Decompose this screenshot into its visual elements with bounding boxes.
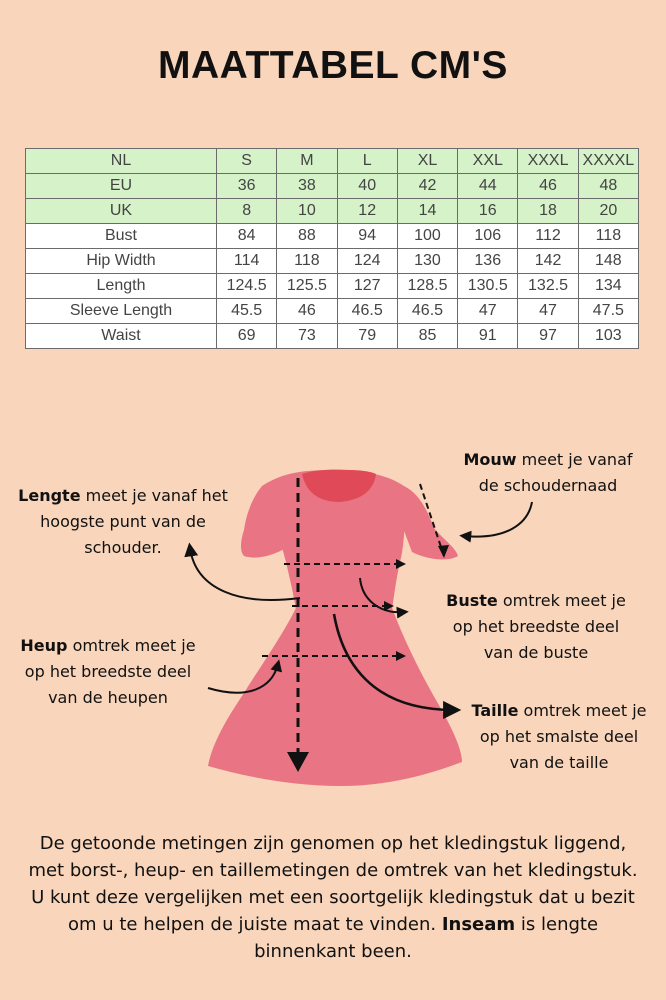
table-cell: 48 [578,174,638,199]
taille-annotation [456,698,662,776]
table-cell: 44 [458,174,518,199]
table-cell: 79 [337,324,397,349]
table-cell: XXXL [518,149,578,174]
taille-line1: omtrek meet je [518,701,647,720]
table-cell: 42 [397,174,457,199]
table-cell: 85 [397,324,457,349]
table-cell: 124.5 [217,274,277,299]
table-cell: 88 [277,224,337,249]
table-cell: 130 [397,249,457,274]
row-label: UK [26,199,217,224]
table-cell: 69 [217,324,277,349]
row-label: Length [26,274,217,299]
lengte-annotation [8,483,238,561]
heup-line3: van de heupen [48,688,168,707]
buste-line3: van de buste [483,643,589,662]
buste-line1: omtrek meet je [497,591,626,610]
table-cell: 124 [337,249,397,274]
table-cell: 125.5 [277,274,337,299]
table-cell: M [277,149,337,174]
table-cell: 73 [277,324,337,349]
table-cell: 106 [458,224,518,249]
table-cell: 10 [277,199,337,224]
row-label: NL [26,149,217,174]
buste-bold: Buste [446,591,498,610]
table-cell: 46 [518,174,578,199]
curved-arrow-icon [464,502,532,537]
skirt [208,608,462,786]
row-label: Hip Width [26,249,217,274]
table-cell: 118 [277,249,337,274]
mouw-line2: de schoudernaad [478,476,618,495]
table-cell: S [217,149,277,174]
table-cell: 20 [578,199,638,224]
table-cell: 36 [217,174,277,199]
note-text-2: is lengte binnenkant been. [254,914,599,962]
table-cell: 8 [217,199,277,224]
heup-bold: Heup [20,636,68,655]
table-cell: 112 [518,224,578,249]
table-cell: 148 [578,249,638,274]
table-cell: 100 [397,224,457,249]
table-cell: 136 [458,249,518,274]
table-cell: 46.5 [337,299,397,324]
table-cell: XXXXL [578,149,638,174]
table-cell: 84 [217,224,277,249]
table-cell: 18 [518,199,578,224]
lengte-line2: hoogste punt van de [40,512,206,531]
table-cell: 132.5 [518,274,578,299]
lengte-bold: Lengte [18,486,81,505]
note-text-1: De getoonde metingen zijn genomen op het kledingstuk liggend, met borst-, heup- en taillemetingen de omtrek van het kledingstuk. U kunt deze vergelijken met een soortgelijk kledingstuk dat u bezit om u te helpen de juiste maat te vinden. [28,833,638,935]
mouw-line1: meet je vanaf [516,450,633,469]
table-cell: 91 [458,324,518,349]
page-title: MAATTABEL CM'S [158,44,508,87]
table-cell: 46.5 [397,299,457,324]
row-label: Bust [26,224,217,249]
row-label: EU [26,174,217,199]
table-cell: 47 [458,299,518,324]
table-cell: L [337,149,397,174]
buste-annotation [436,588,636,666]
mouw-annotation [448,447,648,499]
table-cell: 142 [518,249,578,274]
table-cell: 45.5 [217,299,277,324]
row-label: Waist [26,324,217,349]
measurement-note [20,830,646,965]
table-cell: 134 [578,274,638,299]
lengte-line1: meet je vanaf het [80,486,228,505]
table-cell: 16 [458,199,518,224]
table-cell: 47 [518,299,578,324]
table-cell: 40 [337,174,397,199]
table-cell: 103 [578,324,638,349]
note-inseam-bold: Inseam [441,914,516,935]
table-cell: XXL [458,149,518,174]
table-cell: 46 [277,299,337,324]
table-cell: 94 [337,224,397,249]
heup-annotation [8,633,208,711]
table-cell: 128.5 [397,274,457,299]
taille-line2: op het smalste deel [479,727,639,746]
mouw-bold: Mouw [463,450,517,469]
heup-line1: omtrek meet je [67,636,196,655]
table-cell: XL [397,149,457,174]
table-cell: 118 [578,224,638,249]
table-cell: 47.5 [578,299,638,324]
table-cell: 12 [337,199,397,224]
table-cell: 127 [337,274,397,299]
row-label: Sleeve Length [26,299,217,324]
taille-bold: Taille [471,701,519,720]
table-cell: 114 [217,249,277,274]
taille-line3: van de taille [509,753,609,772]
buste-line2: op het breedste deel [452,617,620,636]
table-cell: 38 [277,174,337,199]
table-cell: 97 [518,324,578,349]
table-cell: 14 [397,199,457,224]
table-cell: 130.5 [458,274,518,299]
dress-shape [208,470,462,786]
heup-line2: op het breedste deel [24,662,192,681]
lengte-line3: schouder. [84,538,162,557]
